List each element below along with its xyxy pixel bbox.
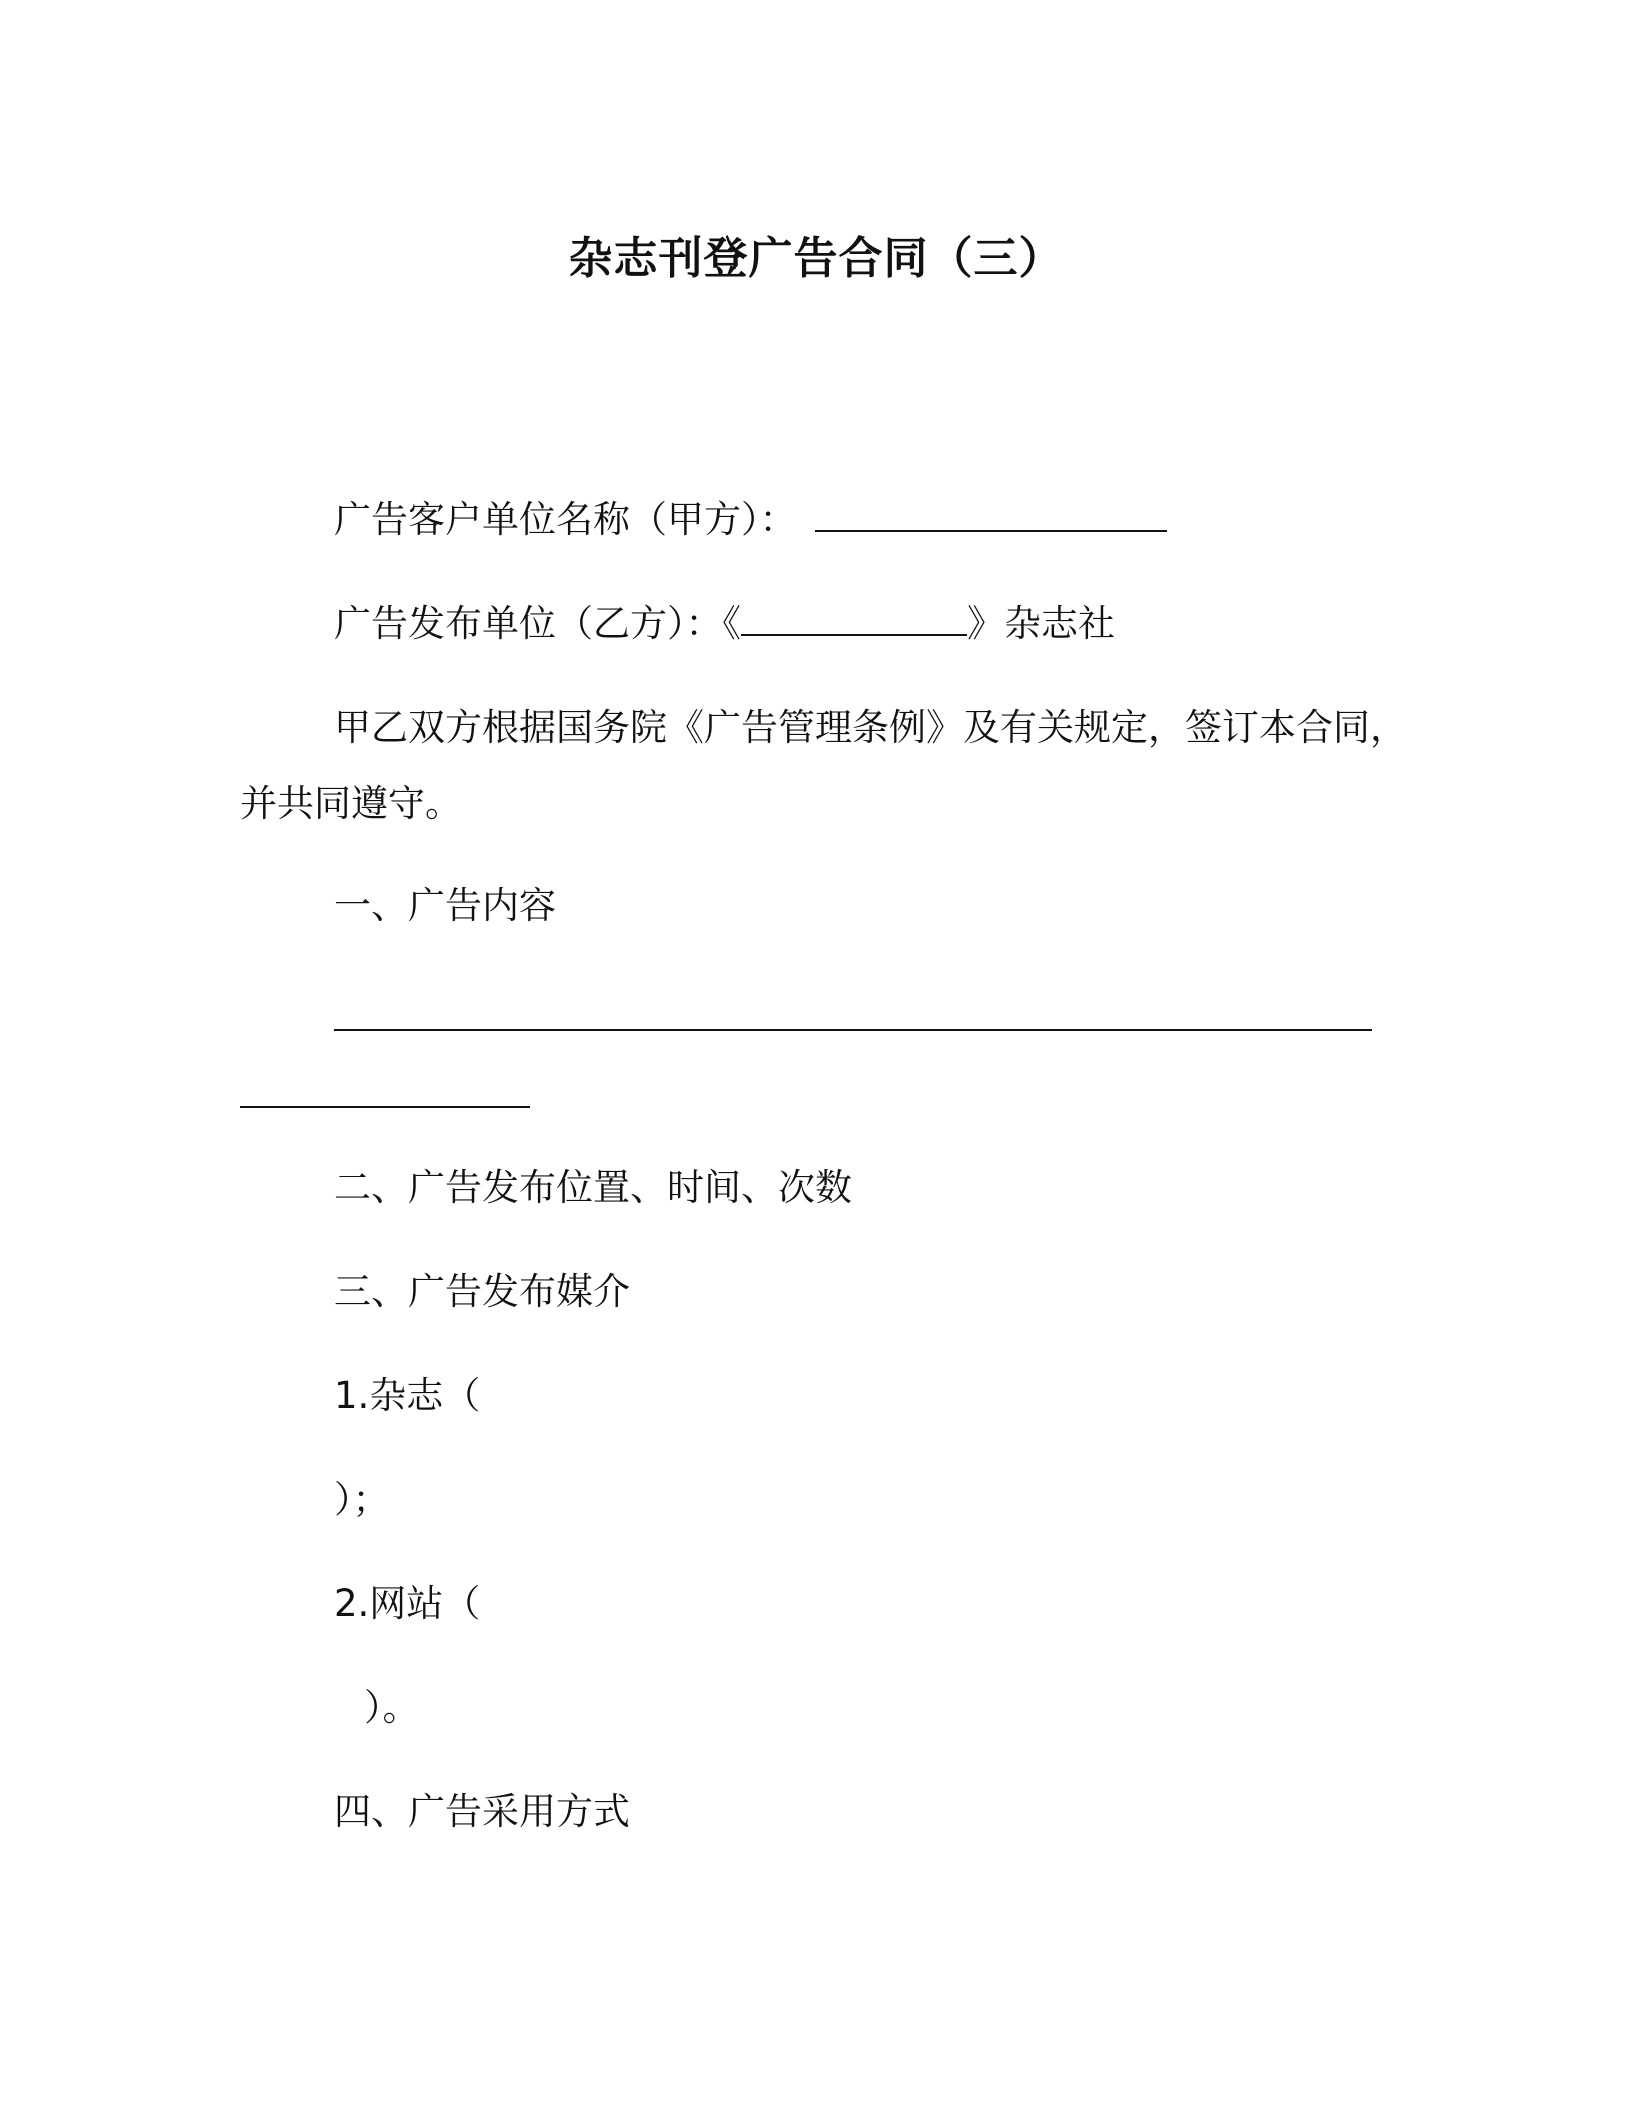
document-title: 杂志刊登广告合同（三） xyxy=(568,233,1064,284)
section-3-heading: 三、广告发布媒介 xyxy=(334,1270,630,1313)
content-blank-line-2 xyxy=(240,1106,530,1108)
item-1-magazine: 1.杂志（ xyxy=(334,1374,481,1417)
party-b-label: 广告发布单位（乙方）：《 xyxy=(334,602,741,645)
item-2-website: 2.网站（ xyxy=(334,1582,481,1625)
section-2-heading: 二、广告发布位置、时间、次数 xyxy=(334,1166,852,1209)
party-a-label: 广告客户单位名称（甲方）： xyxy=(334,498,797,541)
intro-line-2: 并共同遵守。 xyxy=(240,782,462,825)
section-4-heading: 四、广告采用方式 xyxy=(334,1790,630,1833)
party-a-line xyxy=(334,496,1167,544)
party-b-line xyxy=(334,600,1115,648)
section-1-heading: 一、广告内容 xyxy=(334,884,556,927)
party-b-blank xyxy=(741,600,967,636)
item-1-close: ）； xyxy=(334,1478,390,1521)
item-2-close: ）。 xyxy=(364,1686,420,1729)
party-a-blank xyxy=(815,496,1167,532)
party-b-suffix: 》杂志社 xyxy=(967,602,1115,645)
content-blank-line-1 xyxy=(334,1029,1372,1031)
intro-line-1: 甲乙双方根据国务院《广告管理条例》及有关规定，签订本合同， xyxy=(334,706,1407,749)
